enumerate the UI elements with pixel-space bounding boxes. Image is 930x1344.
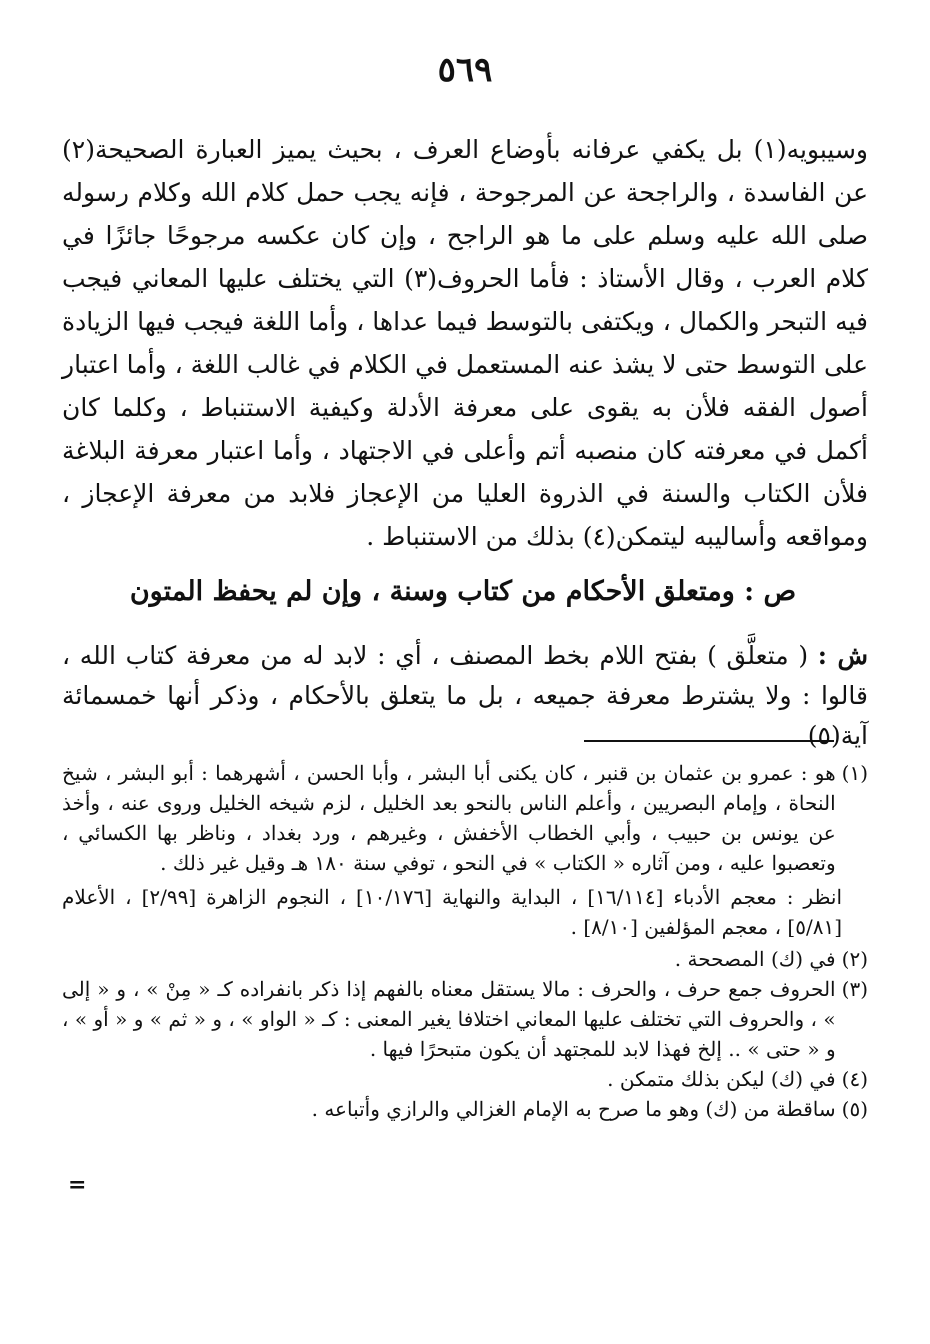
commentary-paragraph <box>62 636 868 756</box>
footnote-number: (٢) <box>841 947 868 971</box>
footnote-text: في (ك) ليكن بذلك متمكن . <box>607 1067 836 1091</box>
footnote-number: (٥) <box>841 1097 868 1121</box>
footnote-2 <box>62 944 868 974</box>
footnote-1 <box>62 758 868 878</box>
section-heading: ص : ومتعلق الأحكام من كتاب وسنة ، وإن لم يحفظ المتون <box>129 576 797 607</box>
footnote-number: (٤) <box>841 1067 868 1091</box>
footnote-3 <box>62 974 868 1064</box>
commentary-label: ش : <box>817 641 868 670</box>
continuation-mark: = <box>68 1172 87 1198</box>
commentary <box>62 636 868 756</box>
footnote-4 <box>62 1064 868 1094</box>
commentary-text: ( متعلَّق ) بفتح اللام بخط المصنف ، أي : لابد له من معرفة كتاب الله ، قالوا : ولا يشترط معرفة جميعه ، بل ما يتعلق بالأحكام ، وذكر أنها خمسمائة آية(٥) <box>62 641 868 750</box>
footnote-number: (٣) <box>841 977 868 1001</box>
footnote-number: (١) <box>841 761 868 785</box>
main-paragraph: وسيبويه(١) بل يكفي عرفانه بأوضاع العرف ، بحيث يميز العبارة الصحيحة(٢) عن الفاسدة ، والراجحة عن المرجوحة ، فإنه يجب حمل كلام الله وكلام رسوله صلى الله عليه وسلم على ما هو الراجح ، وإن كان عكسه مرجوحًا جائزًا في كلام العرب ، وقال الأستاذ : فأما الحروف(٣) التي يختلف عليها المعاني فيجب فيه التبحر والكمال ، ويكتفى بالتوسط فيما عداها ، وأما اللغة فيجب فيها الزيادة على التوسط حتى لا يشذ عنه المستعمل في الكلام في غالب اللغة ، وأما اعتبار أصول الفقه فلأن به يقوى على معرفة الأدلة وكيفية الاستنباط ، وكلما كان أكمل في معرفته كان منصبه أتم وأعلى في الاجتهاد ، وأما اعتبار معرفة البلاغة فلأن الكتاب والسنة في الذروة العليا من الإعجاز فلابد من معرفة الإعجاز ، ومواقعه وأساليبه ليتمكن(٤) بذلك من الاستنباط . <box>62 135 868 551</box>
footnote-1-sources: انظر : معجم الأدباء [١٦/١١٤] ، البداية والنهاية [١٠/١٧٦] ، النجوم الزاهرة [٢/٩٩] ، الأعلام [٥/٨١] ، معجم المؤلفين [٨/١٠] . <box>62 885 842 939</box>
footnote-text: الحروف جمع حرف ، والحرف : مالا يستقل معناه بالفهم إذا ذكر بانفراده كـ « مِنْ » ، و « إلى » ، والحروف التي تختلف عليها المعاني اختلافا يغير المعنى : كـ « الواو » ، و « ثم » و « أو » ، و « حتى » .. إلخ فهذا لابد للمجتهد أن يكون متبحرًا فيها . <box>62 977 836 1061</box>
footnotes <box>62 758 868 1124</box>
main-text <box>62 128 868 558</box>
footnote-text: ساقطة من (ك) وهو ما صرح به الإمام الغزالي والرازي وأتباعه . <box>311 1097 836 1121</box>
footnote-5 <box>62 1094 868 1124</box>
footnote-text: في (ك) المصححة . <box>674 947 836 971</box>
footnote-separator <box>584 740 834 742</box>
footnote-text: هو : عمرو بن عثمان بن قنبر ، كان يكنى أبا البشر ، وأبا الحسن ، أشهرهما : أبو البشر ، شيخ النحاة ، وإمام البصريين ، وأعلم الناس بالنحو بعد الخليل ، لزم شيخه الخليل وروى عنه ، وأخذ عن يونس بن حبيب ، وأبي الخطاب الأخفش ، وغيرهم ، ورد بغداد ، وناظر بها الكسائي ، وتعصبوا عليه ، ومن آثاره « الكتاب » في النحو ، توفي سنة ١٨٠ هـ وقيل غير ذلك . <box>62 761 836 875</box>
page-number: ٥٦٩ <box>437 50 493 90</box>
